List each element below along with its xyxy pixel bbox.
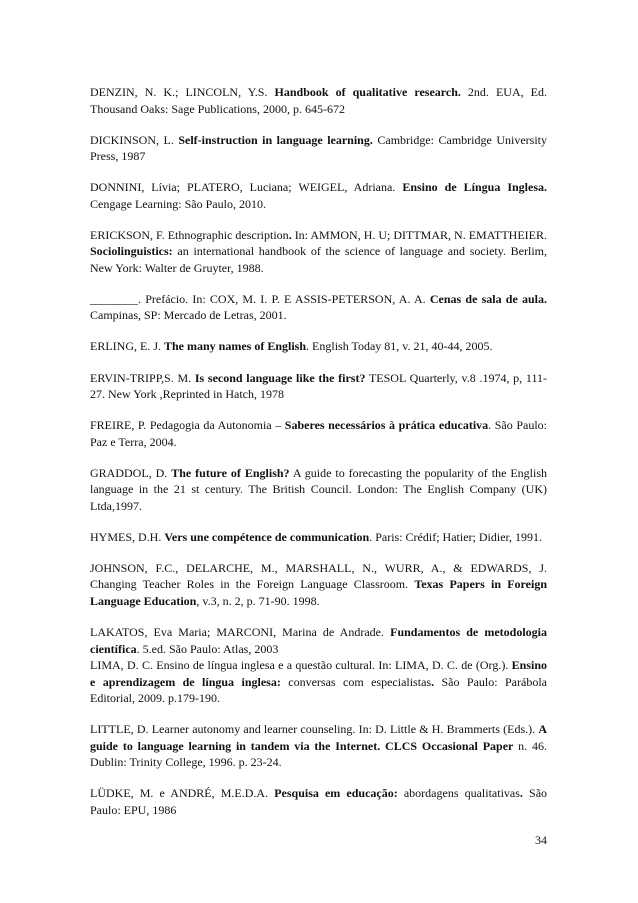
reference-title: Self-instruction in language learning. bbox=[178, 132, 373, 147]
reference-entry bbox=[90, 657, 547, 707]
reference-text: ________. Prefácio. In: COX, M. I. P. E ASSIS-PETERSON, A. A. bbox=[90, 291, 430, 306]
reference-title: Sociolinguistics: bbox=[90, 244, 173, 259]
reference-text: São Paulo: EPU, 1986 bbox=[90, 786, 548, 817]
reference-entry bbox=[90, 417, 547, 450]
reference-title: Cenas de sala de aula. bbox=[429, 291, 547, 306]
reference-text: , v.3, n. 2, p. 71-90. 1998. bbox=[196, 593, 320, 608]
page-number: 34 bbox=[535, 833, 547, 847]
reference-title: Fundamentos de metodologia científica bbox=[90, 625, 547, 656]
reference-title: . bbox=[519, 786, 523, 801]
reference-entry bbox=[90, 560, 547, 610]
reference-text: São Paulo: Parábola Editorial, 2009. p.179-190. bbox=[90, 674, 547, 706]
reference-text: LIMA, D. C. Ensino de língua inglesa e a questão cultural. In: LIMA, D. C. de (Org.). bbox=[90, 658, 512, 673]
reference-title: Saberes necessários à prática educativa bbox=[284, 418, 489, 433]
reference-text: LÜDKE, M. e ANDRÉ, M.E.D.A. bbox=[90, 786, 275, 801]
reference-title: Handbook of qualitative research. bbox=[274, 85, 461, 99]
reference-text: DENZIN, N. K.; LINCOLN, Y.S. bbox=[90, 85, 275, 99]
reference-entry bbox=[90, 529, 547, 546]
reference-text: n. 46. Dublin: Trinity College, 1996. p. 23-24. bbox=[90, 738, 547, 770]
reference-text: ERLING, E. J. bbox=[90, 339, 164, 354]
reference-text: . Paris: Crédif; Hatier; Didier, 1991. bbox=[369, 529, 543, 544]
reference-title: Pesquisa em educação: bbox=[274, 786, 398, 801]
reference-text: LITTLE, D. Learner autonomy and learner counseling. In: D. Little & H. Brammerts (Eds.). bbox=[90, 722, 539, 737]
reference-title: . bbox=[431, 674, 435, 689]
reference-text: DONNINI, Lívia; PLATERO, Luciana; WEIGEL, Adriana. bbox=[90, 180, 403, 195]
reference-text: abordagens qualitativas bbox=[397, 786, 520, 801]
reference-text: A guide to forecasting the popularity of the English language in the 21 st century. The British Council. London: The English Company (UK) Ltda,1997. bbox=[90, 465, 548, 513]
reference-title: A guide to language learning in tandem via the Internet. CLCS Occasional Paper bbox=[90, 722, 547, 753]
reference-text: In: AMMON, H. U; DITTMAR, N. EMATTHEIER. bbox=[291, 227, 548, 242]
reference-entry bbox=[90, 84, 547, 117]
reference-entry bbox=[90, 132, 547, 165]
reference-title: Ensino de Língua Inglesa. bbox=[402, 180, 547, 195]
reference-text: . 5.ed. São Paulo: Atlas, 2003 bbox=[136, 641, 279, 656]
reference-text: LAKATOS, Eva Maria; MARCONI, Marina de Andrade. bbox=[90, 625, 391, 640]
reference-entry bbox=[90, 291, 547, 324]
reference-text: 2nd. EUA, Ed. Thousand Oaks: Sage Publications, 2000, p. 645-672 bbox=[90, 85, 548, 116]
reference-text: . São Paulo: Paz e Terra, 2004. bbox=[90, 418, 547, 449]
reference-text: JOHNSON, F.C., DELARCHE, M., MARSHALL, N., WURR, A., & EDWARDS, J. Changing Teacher Roles in the Foreign Language Classroom. bbox=[90, 560, 547, 592]
reference-title: Ensino e aprendizagem de língua inglesa: bbox=[90, 658, 547, 689]
reference-list bbox=[90, 84, 547, 818]
reference-title: The many names of English bbox=[164, 339, 307, 354]
reference-text: an international handbook of the science of language and society. Berlim, New York: Walter de Gruyter, 1988. bbox=[90, 244, 547, 275]
reference-title: Is second language like the first? bbox=[194, 370, 366, 385]
reference-text: conversas com especialistas bbox=[280, 674, 432, 689]
reference-entry bbox=[90, 465, 547, 515]
reference-text: Cambridge: Cambridge University Press, 1987 bbox=[90, 132, 547, 164]
reference-entry bbox=[90, 227, 547, 277]
reference-entry bbox=[90, 338, 547, 355]
reference-entry bbox=[90, 721, 547, 771]
reference-entry bbox=[90, 370, 547, 403]
reference-text: . English Today 81, v. 21, 40-44, 2005. bbox=[306, 339, 493, 354]
reference-entry bbox=[90, 179, 547, 212]
reference-text: Cengage Learning: São Paulo, 2010. bbox=[90, 196, 266, 211]
reference-entry bbox=[90, 624, 547, 657]
reference-title: The future of English? bbox=[171, 465, 290, 480]
reference-text: TESOL Quarterly, v.8 .1974, p, 111-27. New York ,Reprinted in Hatch, 1978 bbox=[90, 370, 547, 402]
reference-entry bbox=[90, 785, 547, 818]
reference-text: ERICKSON, F. Ethnographic description bbox=[90, 227, 289, 242]
reference-title: Texas Papers in Foreign Language Education bbox=[90, 577, 547, 608]
reference-text: DICKINSON, L. bbox=[90, 132, 179, 147]
reference-title: Vers une compétence de communication bbox=[164, 529, 370, 544]
reference-text: Campinas, SP: Mercado de Letras, 2001. bbox=[90, 308, 287, 323]
reference-text: HYMES, D.H. bbox=[90, 529, 165, 544]
reference-text: GRADDOL, D. bbox=[90, 465, 172, 480]
reference-text: ERVIN-TRIPP,S. M. bbox=[90, 370, 195, 385]
reference-text: FREIRE, P. Pedagogia da Autonomia – bbox=[90, 418, 285, 433]
reference-title: . bbox=[288, 227, 292, 242]
